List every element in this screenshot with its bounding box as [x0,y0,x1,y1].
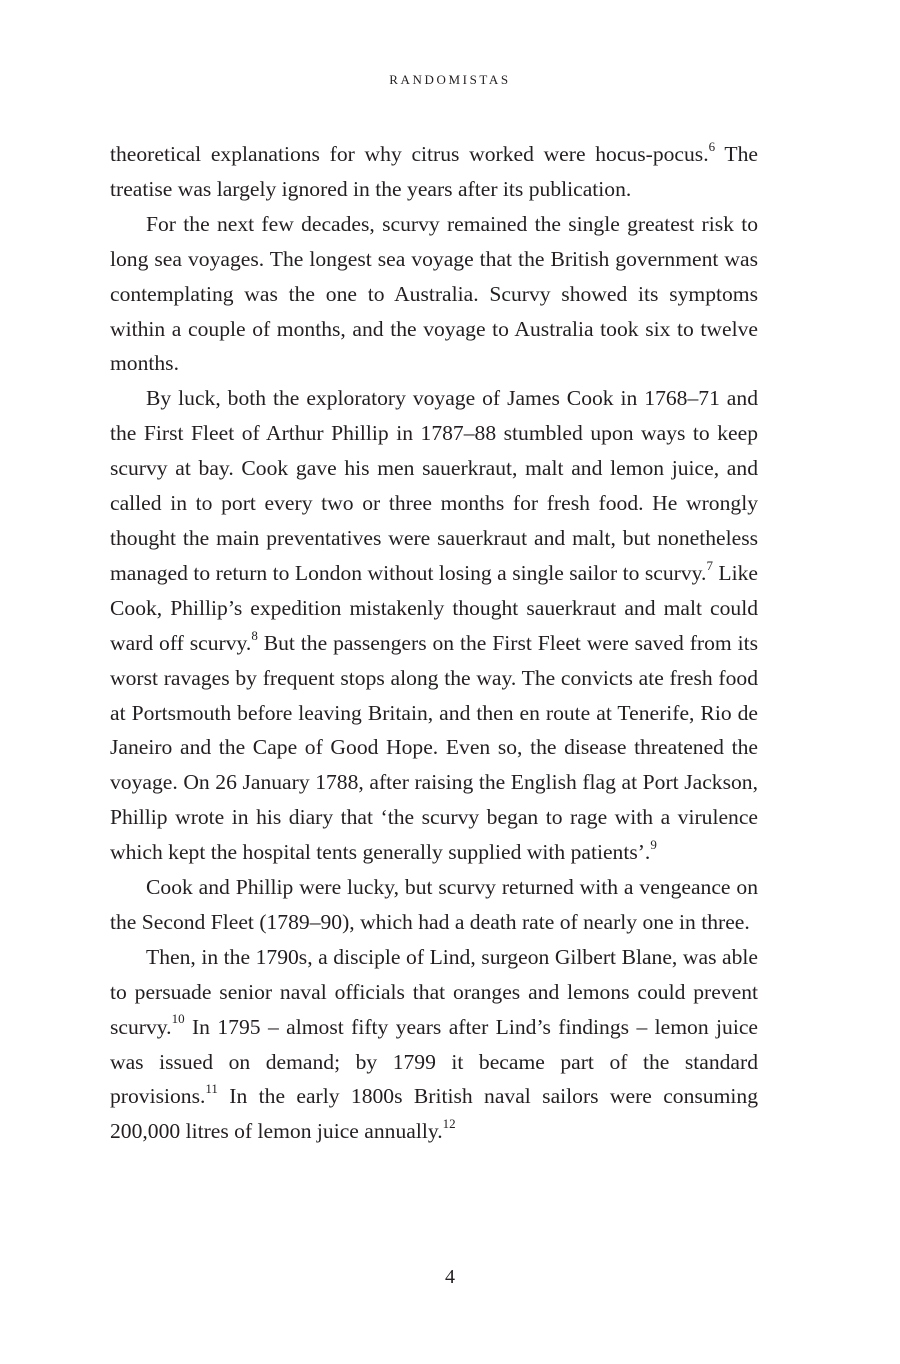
footnote-ref-7[interactable]: 7 [706,557,713,573]
footnote-ref-12[interactable]: 12 [442,1116,456,1132]
paragraph-1: theoretical explanations for why citrus worked were hocus-pocus.$^6$ The treatise was largely ignored in the years after its publication. [110,138,758,201]
footnote-ref-11[interactable]: 11 [205,1081,218,1097]
footnote-ref-10[interactable]: 10 [171,1011,185,1027]
paragraph-2: For the next few decades, scurvy remained the single greatest risk to long sea voyages. The longest sea voyage that the British government was contemplating was the one to Australia. Scurvy showed its symptoms within a couple of months, and the voyage to Australia took six to twelve months. [110,211,758,376]
footnote-ref-8[interactable]: 8 [251,627,258,643]
running-head: RANDOMISTAS [389,72,511,87]
footnote-ref-9[interactable]: 9 [650,836,657,852]
paragraph-5: Then, in the 1790s, a disciple of Lind, surgeon Gilbert Blane, was able to persuade senior naval officials that oranges and lemons could prevent scurvy.$^{10}$ In 1795 – almost fifty years after Lind’s findings – lemon juice was issued on demand; by 1799 it became part of the standard provisions.$^{11}$ In the early 1800s British naval sailors were consuming 200,000 litres of lemon juice annually.$^{12}$ [110,944,758,1144]
footnote-ref-6[interactable]: 6 [708,138,716,154]
paragraph-4: Cook and Phillip were lucky, but scurvy returned with a vengeance on the Second Fleet (1789–90), which had a death rate of nearly one in three. [110,875,758,934]
body-text [110,137,758,1149]
page-number: 4 [445,1266,455,1288]
paragraph-3: By luck, both the exploratory voyage of James Cook in 1768–71 and the First Fleet of Arthur Phillip in 1787–88 stumbled upon ways to keep scurvy at bay. Cook gave his men sauerkraut, malt and lemon juice, and called in to port every two or three months for fresh food. He wrongly thought the main preventatives were sauerkraut and malt, but nonetheless managed to return to London without losing a single sailor to scurvy.$^7$ Like Cook, Phillip’s expedition mistakenly thought sauerkraut and malt could ward off scurvy.$^8$ But the passengers on the First Fleet were saved from its worst ravages by frequent stops along the way. The convicts ate fresh food at Portsmouth before leaving Britain, and then en route at Tenerife, Rio de Janeiro and the Cape of Good Hope. Even so, the disease threatened the voyage. On 26 January 1788, after raising the English flag at Port Jackson, Phillip wrote in his diary that ‘the scurvy began to rage with a virulence which kept the hospital tents generally supplied with patients’.$^9$ [110,386,758,865]
